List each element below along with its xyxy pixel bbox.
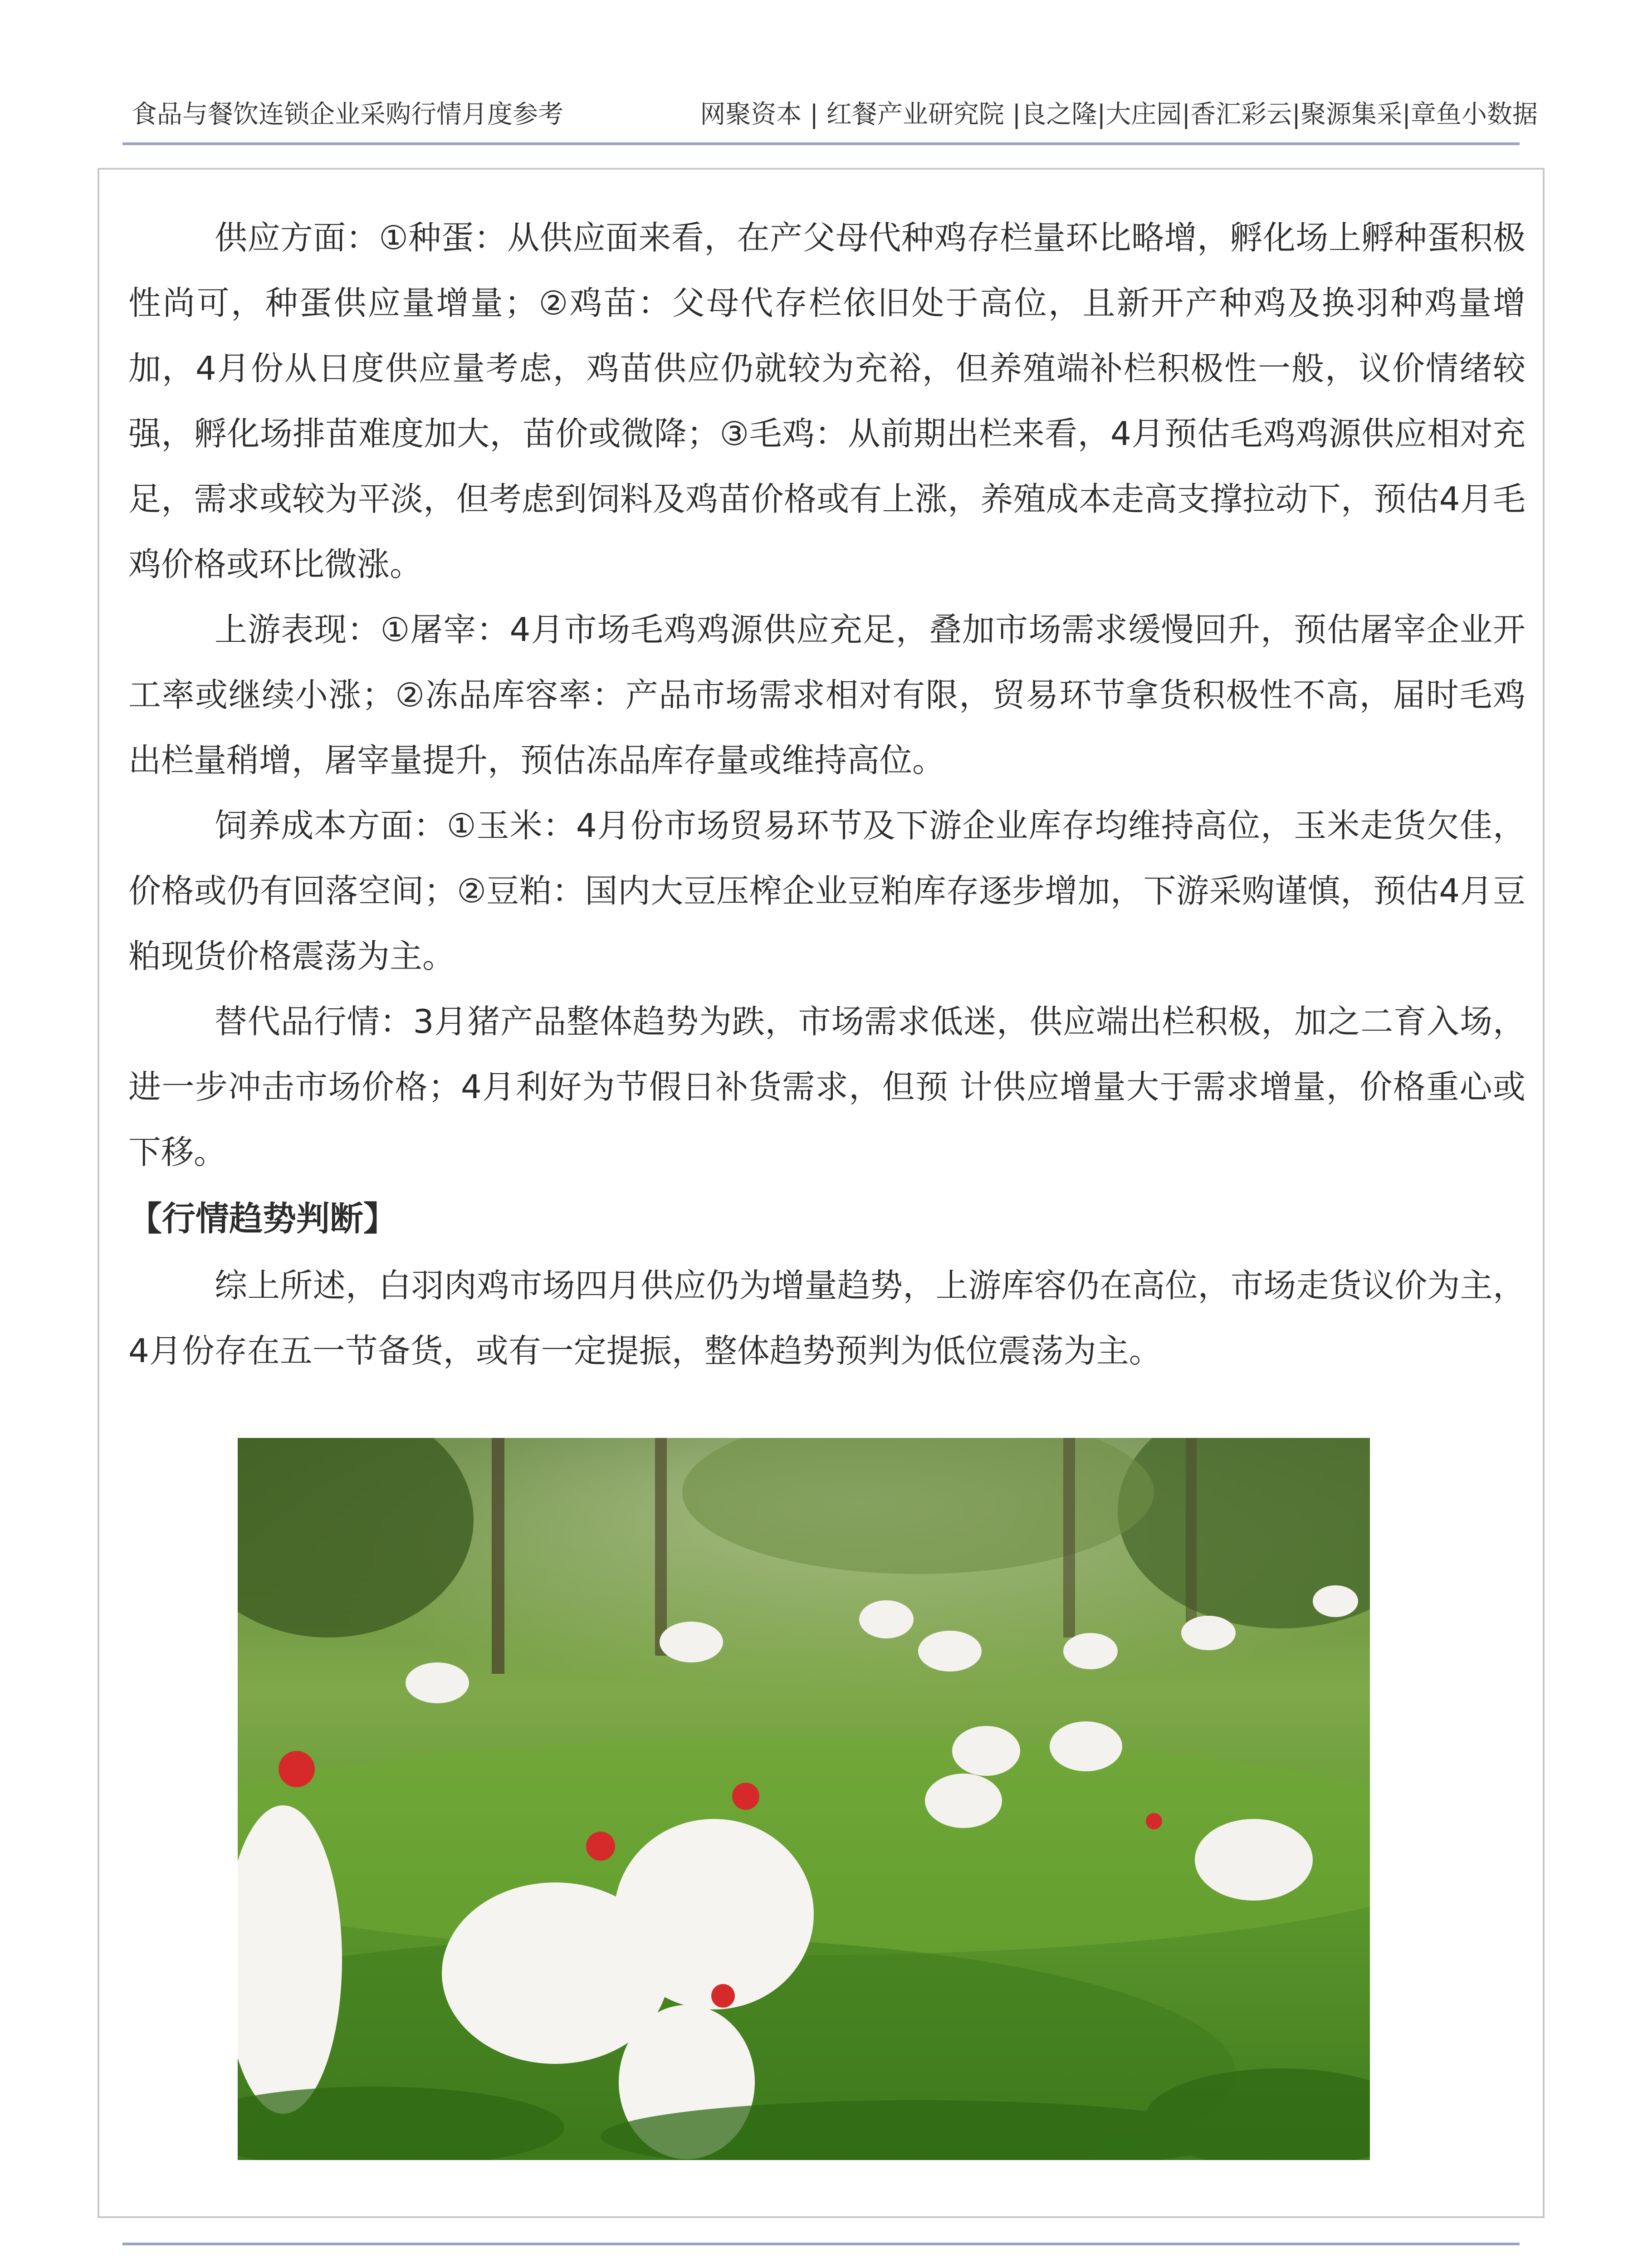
paragraph-substitute: 替代品行情：3月猪产品整体趋势为跌，市场需求低迷，供应端出栏积极，加之二育入场，进一步冲击市场价格；4月利好为节假日补货需求，但预 计供应增量大于需求增量，价格重心或下移。 — [128, 1002, 1525, 1171]
report-sources: 网聚资本 | 红餐产业研究院 |良之隆|大庄园|香汇彩云|聚源集采|章鱼小数据 — [700, 100, 1538, 129]
paragraph-conclusion: 综上所述，白羽肉鸡市场四月供应仍为增量趋势，上游库容仍在高位，市场走货议价为主，4月份存在五一节备货，或有一定提振，整体趋势预判为低位震荡为主。 — [128, 1266, 1525, 1370]
footer-divider — [122, 2243, 1520, 2245]
section-heading-trend: 【行情趋势判断】 — [128, 1199, 397, 1238]
report-title: 食品与餐饮连锁企业采购行情月度参考 — [132, 100, 563, 129]
paragraph-supply: 供应方面：①种蛋：从供应面来看，在产父母代种鸡存栏量环比略增，孵化场上孵种蛋积极性尚可，种蛋供应量增量；②鸡苗：父母代存栏依旧处于高位，且新开产种鸡及换羽种鸡量增加，4月份从日度供应量考虑，鸡苗供应仍就较为充裕，但养殖端补栏积极性一般，议价情绪较强，孵化场排苗难度加大，苗价或微降；③毛鸡：从前期出栏来看，4月预估毛鸡鸡源供应相对充足，需求或较为平淡，但考虑到饲料及鸡苗价格或有上涨，养殖成本走高支撑拉动下，预估4月毛鸡价格或环比微涨。 — [128, 219, 1525, 583]
header-divider — [122, 142, 1520, 145]
article-body — [128, 205, 1525, 1383]
paragraph-upstream: 上游表现：①屠宰：4月市场毛鸡鸡源供应充足，叠加市场需求缓慢回升，预估屠宰企业开工率或继续小涨；②冻品库容率：产品市场需求相对有限，贸易环节拿货积极性不高，届时毛鸡出栏量稍增，屠宰量提升，预估冻品库存量或维持高位。 — [128, 611, 1525, 779]
paragraph-feed-cost: 饲养成本方面：①玉米：4月份市场贸易环节及下游企业库存均维持高位，玉米走货欠佳，价格或仍有回落空间；②豆粕：国内大豆压榨企业豆粕库存逐步增加，下游采购谨慎，预估4月豆粕现货价格震荡为主。 — [128, 807, 1525, 975]
chickens-photo — [238, 1438, 1370, 2160]
